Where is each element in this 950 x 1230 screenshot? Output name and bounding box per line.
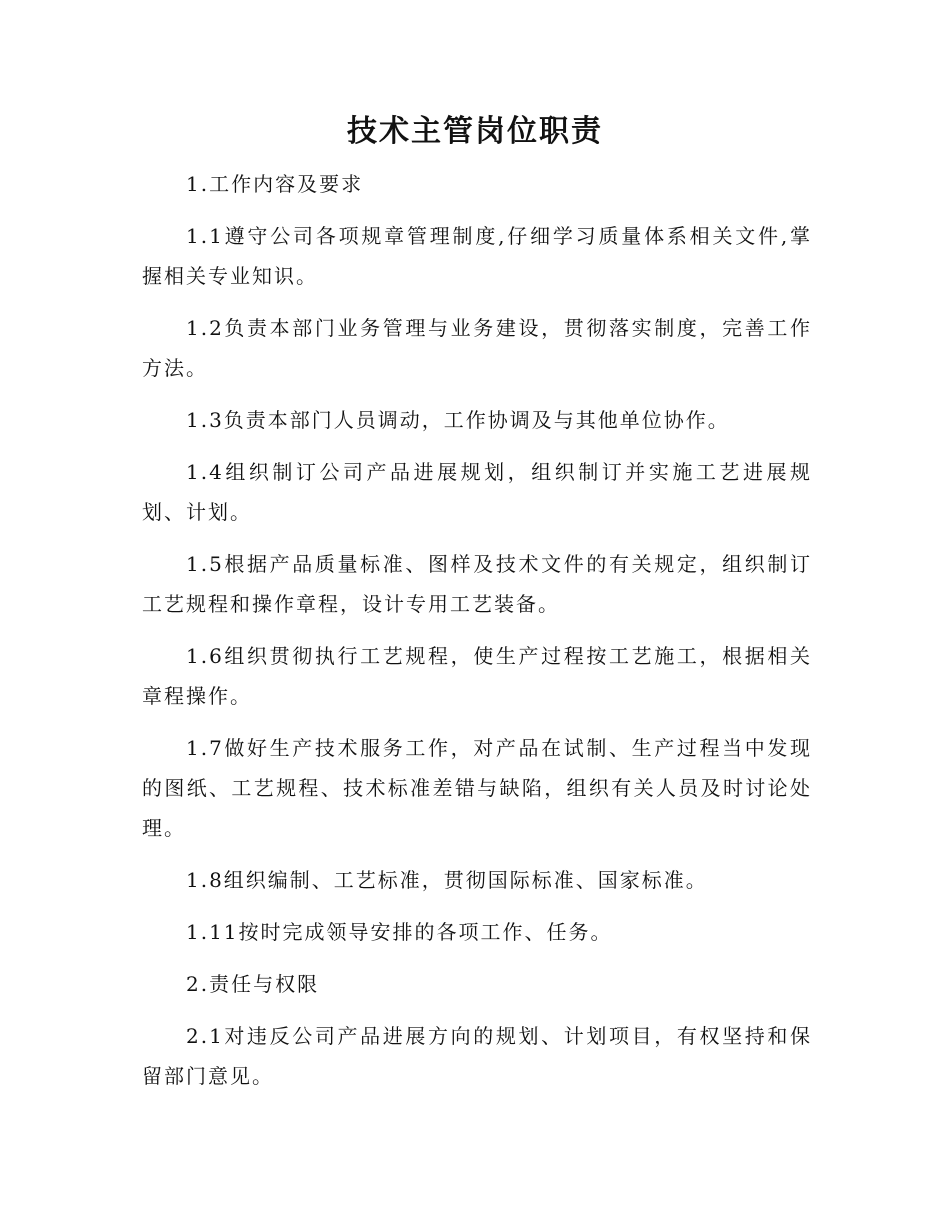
paragraph: 1.3负责本部门人员调动，工作协调及与其他单位协作。: [186, 408, 730, 432]
document-body: [142, 164, 812, 1108]
paragraph: 1.11按时完成领导安排的各项工作、任务。: [186, 920, 613, 944]
paragraph: 1.工作内容及要求: [186, 172, 364, 196]
paragraph: 2.1对违反公司产品进展方向的规划、计划项目，有权坚持和保留部门意见。: [142, 1024, 812, 1088]
paragraph: 1.4组织制订公司产品进展规划，组织制订并实施工艺进展规划、计划。: [142, 460, 812, 524]
paragraph: 2.责任与权限: [186, 972, 320, 996]
paragraph: 1.2负责本部门业务管理与业务建设，贯彻落实制度，完善工作方法。: [142, 316, 812, 380]
paragraph: 1.7做好生产技术服务工作，对产品在试制、生产过程当中发现的图纸、工艺规程、技术标准差错与缺陷，组织有关人员及时讨论处理。: [142, 736, 812, 840]
paragraph: 1.6组织贯彻执行工艺规程，使生产过程按工艺施工，根据相关章程操作。: [142, 644, 812, 708]
paragraph: 1.5根据产品质量标准、图样及技术文件的有关规定，组织制订工艺规程和操作章程，设计专用工艺装备。: [142, 552, 812, 616]
document-title: 技术主管岗位职责: [347, 114, 603, 149]
paragraph: 1.8组织编制、工艺标准，贯彻国际标准、国家标准。: [186, 868, 708, 892]
paragraph: 1.1遵守公司各项规章管理制度,仔细学习质量体系相关文件,掌握相关专业知识。: [142, 224, 812, 288]
